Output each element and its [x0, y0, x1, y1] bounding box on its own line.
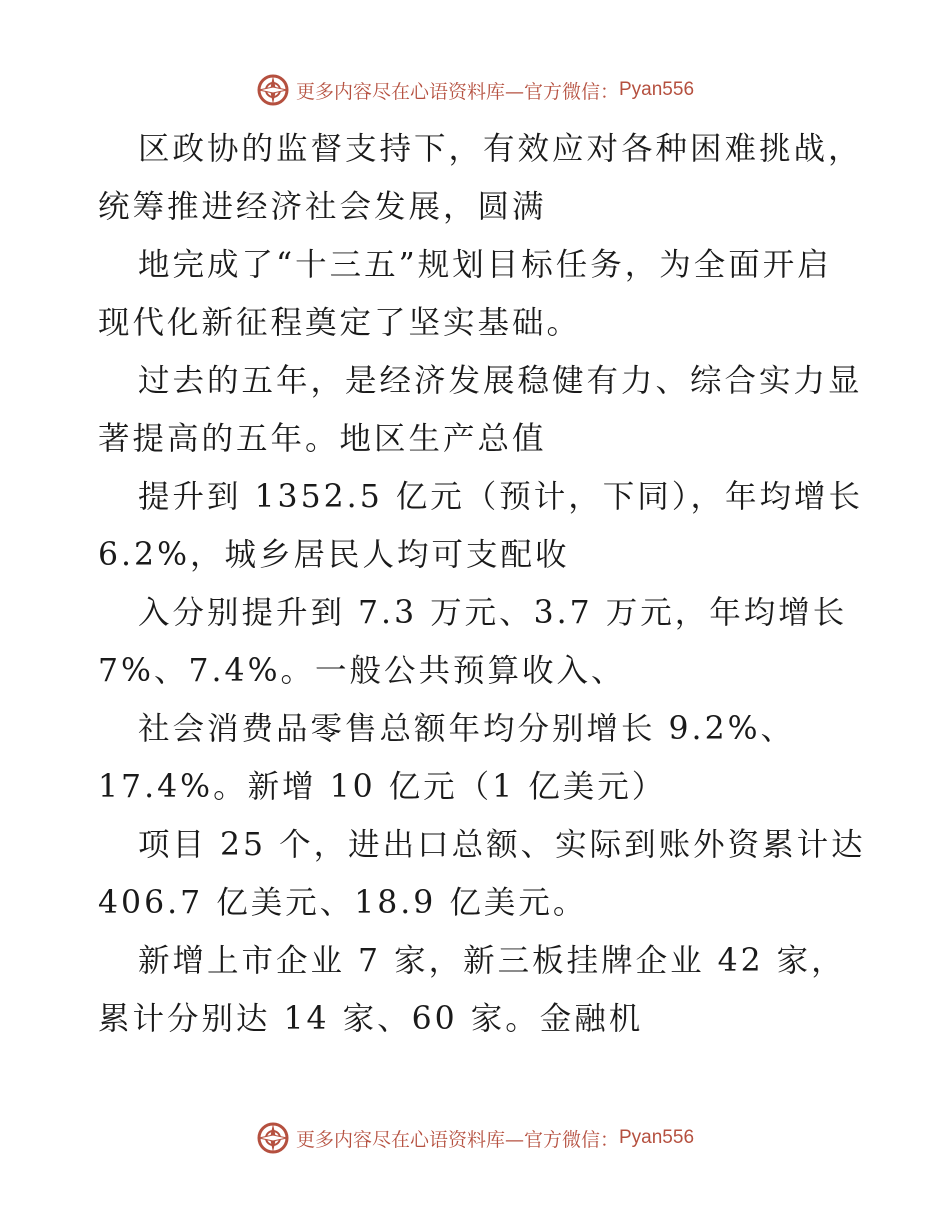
logo-icon	[256, 1121, 290, 1155]
text-line: 过去的五年，是经济发展稳健有力、综合实力显	[138, 363, 863, 399]
text-line: 新增上市企业 7 家，新三板挂牌企业 42 家，	[138, 943, 846, 979]
footer-banner	[0, 1118, 950, 1158]
text-line: 6.2%，城乡居民人均可支配收	[98, 537, 570, 573]
text-line: 累计分别达 14 家、60 家。金融机	[98, 1001, 644, 1037]
header-banner	[0, 70, 950, 110]
text-line: 社会消费品零售总额年均分别增长 9.2%、	[138, 711, 796, 747]
text-line: 区政协的监督支持下，有效应对各种困难挑战，	[138, 131, 863, 167]
footer-banner-text: 更多内容尽在心语资料库—官方微信：	[295, 1128, 619, 1151]
text-line: 现代化新征程奠定了坚实基础。	[98, 305, 582, 341]
text-line: 7%、7.4%。一般公共预算收入、	[98, 653, 626, 689]
text-line: 统筹推进经济社会发展，圆满	[98, 189, 547, 225]
text-line: 地完成了“十三五”规划目标任务，为全面开启	[138, 247, 832, 283]
header-banner-text: 更多内容尽在心语资料库—官方微信：	[295, 80, 619, 103]
text-line: 入分别提升到 7.3 万元、3.7 万元，年均增长	[138, 595, 848, 631]
text-line: 17.4%。新增 10 亿元（1 亿美元）	[98, 769, 667, 805]
text-line: 406.7 亿美元、18.9 亿美元。	[98, 885, 588, 921]
text-line: 著提高的五年。地区生产总值	[98, 421, 547, 457]
body-text	[98, 120, 866, 1048]
footer-banner-id: Pyan556	[619, 1127, 695, 1148]
text-line: 提升到 1352.5 亿元（预计，下同），年均增长	[138, 479, 863, 515]
header-banner-id: Pyan556	[619, 79, 695, 100]
text-line: 项目 25 个，进出口总额、实际到账外资累计达	[138, 827, 866, 863]
logo-icon	[256, 73, 290, 107]
